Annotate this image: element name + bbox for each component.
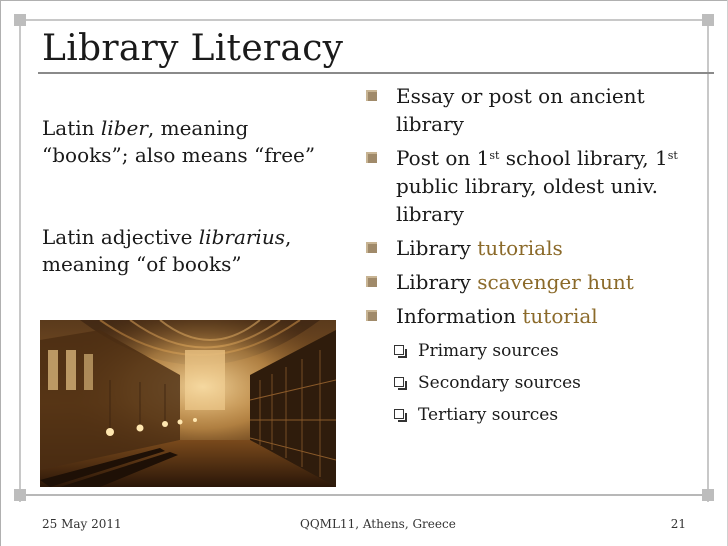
list-item <box>358 82 678 138</box>
information-tutorial-link[interactable]: tutorial <box>522 304 598 328</box>
bullet-list <box>358 82 678 436</box>
square-bullet-icon <box>366 90 377 101</box>
bullet-text: Library <box>396 236 478 260</box>
square-bullet-icon <box>366 152 377 163</box>
list-item <box>358 268 678 296</box>
footer-date: 25 May 2011 <box>42 517 122 531</box>
square-bullet-icon <box>366 310 377 321</box>
slide-border-top <box>0 0 728 1</box>
text-fragment: , meaning <box>147 116 249 140</box>
frame-line-top <box>14 19 714 21</box>
sub-list-item <box>358 340 678 362</box>
square-bullet-icon <box>366 276 377 287</box>
text-fragment: , <box>284 225 292 249</box>
sub-list-item <box>358 372 678 394</box>
text-fragment: Latin <box>42 116 101 140</box>
bullet-text: Information <box>396 304 523 328</box>
bullet-text: school library, 1 <box>499 146 668 170</box>
frame-line-right <box>707 22 709 502</box>
bullet-text: public library, oldest univ. library <box>396 174 659 226</box>
text-fragment: meaning “of books” <box>42 252 242 276</box>
frame-corner-top-left <box>14 14 26 26</box>
list-item <box>358 234 678 262</box>
bullet-text: Essay or post on ancient library <box>396 84 645 136</box>
frame-corner-top-right <box>702 14 714 26</box>
library-reading-room-photo <box>40 320 336 487</box>
frame-line-bottom <box>14 494 714 496</box>
title-underline <box>38 72 714 74</box>
frame-corner-bottom-left <box>14 489 26 501</box>
text-fragment: “books”; also means “free” <box>42 143 316 167</box>
footer-page-number: 21 <box>670 517 686 531</box>
slide-title: Library Literacy <box>42 28 344 69</box>
hollow-square-bullet-icon <box>394 345 404 355</box>
sub-bullet-text: Primary sources <box>418 341 559 361</box>
hollow-square-bullet-icon <box>394 409 404 419</box>
latin-term-librarius: librarius <box>198 225 285 249</box>
hollow-square-bullet-icon <box>394 377 404 387</box>
bullet-text: Post on 1 <box>396 146 490 170</box>
list-item <box>358 302 678 330</box>
text-fragment: Latin adjective <box>42 225 199 249</box>
slide-border-left <box>0 0 1 546</box>
square-bullet-icon <box>366 242 377 253</box>
left-paragraph-librarius <box>42 224 342 278</box>
sub-bullet-text: Secondary sources <box>418 373 581 393</box>
latin-term-liber: liber <box>100 116 148 140</box>
sub-bullet-text: Tertiary sources <box>418 405 559 425</box>
ordinal-suffix: st <box>667 149 678 162</box>
frame-corner-bottom-right <box>702 489 714 501</box>
bullet-text: Library <box>396 270 478 294</box>
footer-conference: QQML11, Athens, Greece <box>300 517 456 531</box>
sub-list-item <box>358 404 678 426</box>
list-item <box>358 144 678 228</box>
tutorials-link[interactable]: tutorials <box>477 236 563 260</box>
left-paragraph-liber <box>42 115 342 169</box>
scavenger-hunt-link[interactable]: scavenger hunt <box>477 270 634 294</box>
ordinal-suffix: st <box>489 149 500 162</box>
frame-line-left <box>19 22 21 502</box>
